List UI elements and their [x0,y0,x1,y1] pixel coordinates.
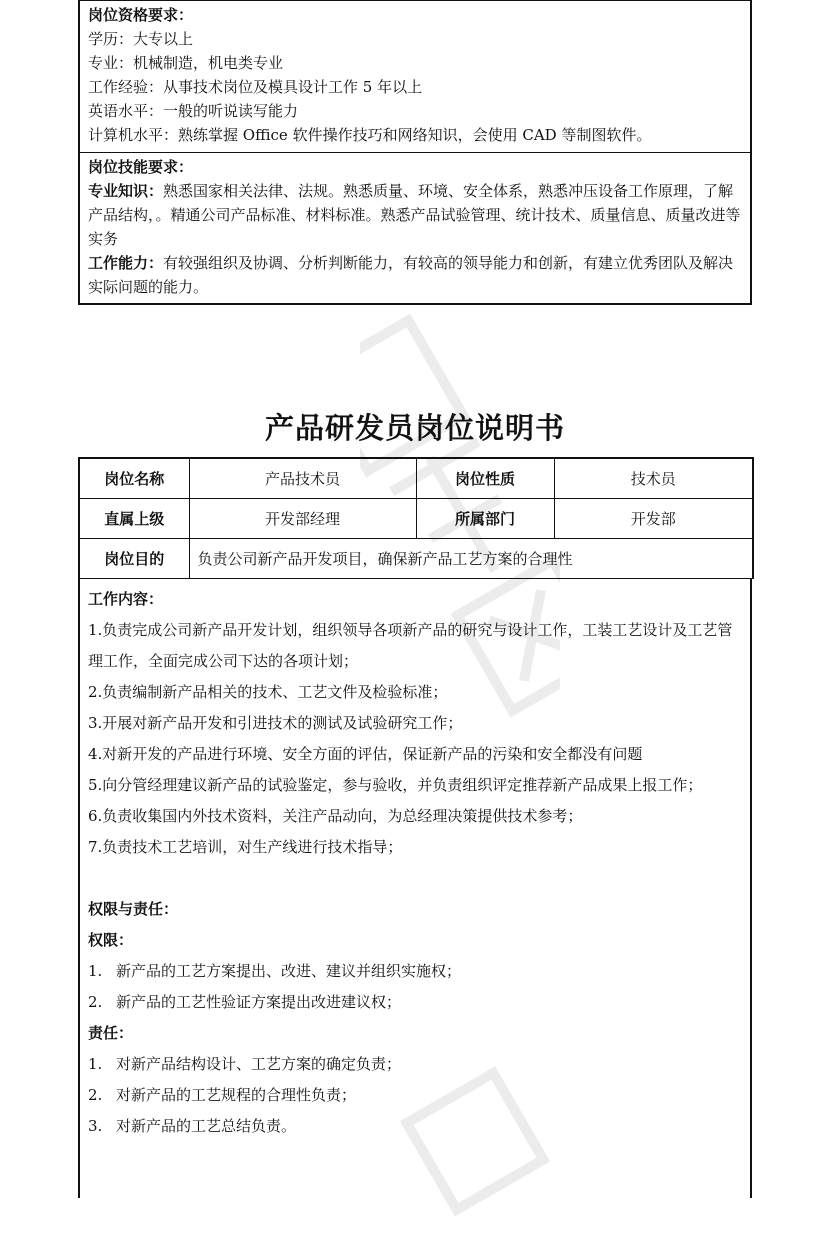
work-item: 6.负责收集国内外技术资料，关注产品动向，为总经理决策提供技术参考； [88,807,583,825]
work-item: 1.负责完成公司新产品开发计划，组织领导各项新产品的研究与设计工作，工装工艺设计及工艺管理工作，全面完成公司下达的各项计划； [88,621,733,670]
work-item: 3.开展对新产品开发和引进技术的测试及试验研究工作； [88,714,463,732]
item-text: 对新产品的工艺总结负责。 [116,1117,297,1135]
qualification-section [80,1,750,153]
job-nature-value: 技术员 [554,458,753,498]
rights-heading: 权限： [88,931,134,949]
job-info-table [78,457,754,579]
item-number: 2. [88,1086,103,1104]
knowledge-paragraph [88,179,742,251]
qualification-line: 英语水平：一般的听说读写能力 [88,102,299,120]
job-nature-label: 岗位性质 [416,458,554,498]
skills-heading: 岗位技能要求： [88,158,194,176]
item-text: 对新产品的工艺规程的合理性负责； [116,1086,357,1104]
authority-heading: 权限与责任： [88,900,179,918]
ability-text: 有较强组织及协调、分析判断能力，有较高的领导能力和创新，有建立优秀团队及解决实际问题的能力。 [88,254,734,296]
qualification-line: 专业：机械制造，机电类专业 [88,54,284,72]
knowledge-label: 专业知识： [88,182,164,200]
item-number: 1. [88,1055,103,1073]
duties-heading: 责任： [88,1024,134,1042]
page-title: 产品研发员岗位说明书 [264,411,565,445]
table-row [79,538,753,578]
knowledge-text: 熟悉国家相关法律、法规。熟悉质量、环境、安全体系，熟悉冲压设备工作原理，了解产品结构，。精通公司产品标准、材料标准。熟悉产品试验管理、统计技术、质量信息、质量改进等实务 [88,182,741,248]
job-name-label: 岗位名称 [79,458,189,498]
qualification-skills-box [78,0,752,305]
department-label: 所属部门 [416,498,554,538]
purpose-value: 负责公司新产品开发项目，确保新产品工艺方案的合理性 [189,538,753,578]
qualification-line: 工作经验：从事技术岗位及模具设计工作 5 年以上 [88,78,423,96]
item-text: 新产品的工艺方案提出、改进、建议并组织实施权； [116,962,462,980]
ability-paragraph [88,251,742,299]
work-content-box [78,578,752,1198]
purpose-label: 岗位目的 [79,538,189,578]
spacer [88,863,742,894]
duties-item [88,1049,742,1080]
item-number: 2. [88,993,103,1011]
work-item: 4.对新开发的产品进行环境、安全方面的评估，保证新产品的污染和安全都没有问题 [88,745,643,763]
job-name-value: 产品技术员 [189,458,416,498]
item-text: 对新产品结构设计、工艺方案的确定负责； [116,1055,402,1073]
department-value: 开发部 [554,498,753,538]
supervisor-value: 开发部经理 [189,498,416,538]
work-item: 2.负责编制新产品相关的技术、工艺文件及检验标准； [88,683,448,701]
ability-label: 工作能力： [88,254,164,272]
skills-section [80,153,750,299]
work-item: 7.负责技术工艺培训，对生产线进行技术指导； [88,838,403,856]
table-row [79,458,753,498]
supervisor-label: 直属上级 [79,498,189,538]
table-row [79,498,753,538]
rights-item [88,956,742,987]
item-text: 新产品的工艺性验证方案提出改进建议权； [116,993,402,1011]
qualification-line: 学历：大专以上 [88,30,194,48]
rights-item [88,987,742,1018]
work-heading: 工作内容： [88,590,164,608]
duties-item [88,1080,742,1111]
item-number: 1. [88,962,103,980]
qualification-heading: 岗位资格要求： [88,6,194,24]
item-number: 3. [88,1117,103,1135]
work-item: 5.向分管经理建议新产品的试验鉴定，参与验收，并负责组织评定推荐新产品成果上报工作； [88,776,703,794]
duties-item [88,1111,742,1142]
qualification-line: 计算机水平：熟练掌握 Office 软件操作技巧和网络知识，会使用 CAD 等制图软件。 [88,126,652,144]
